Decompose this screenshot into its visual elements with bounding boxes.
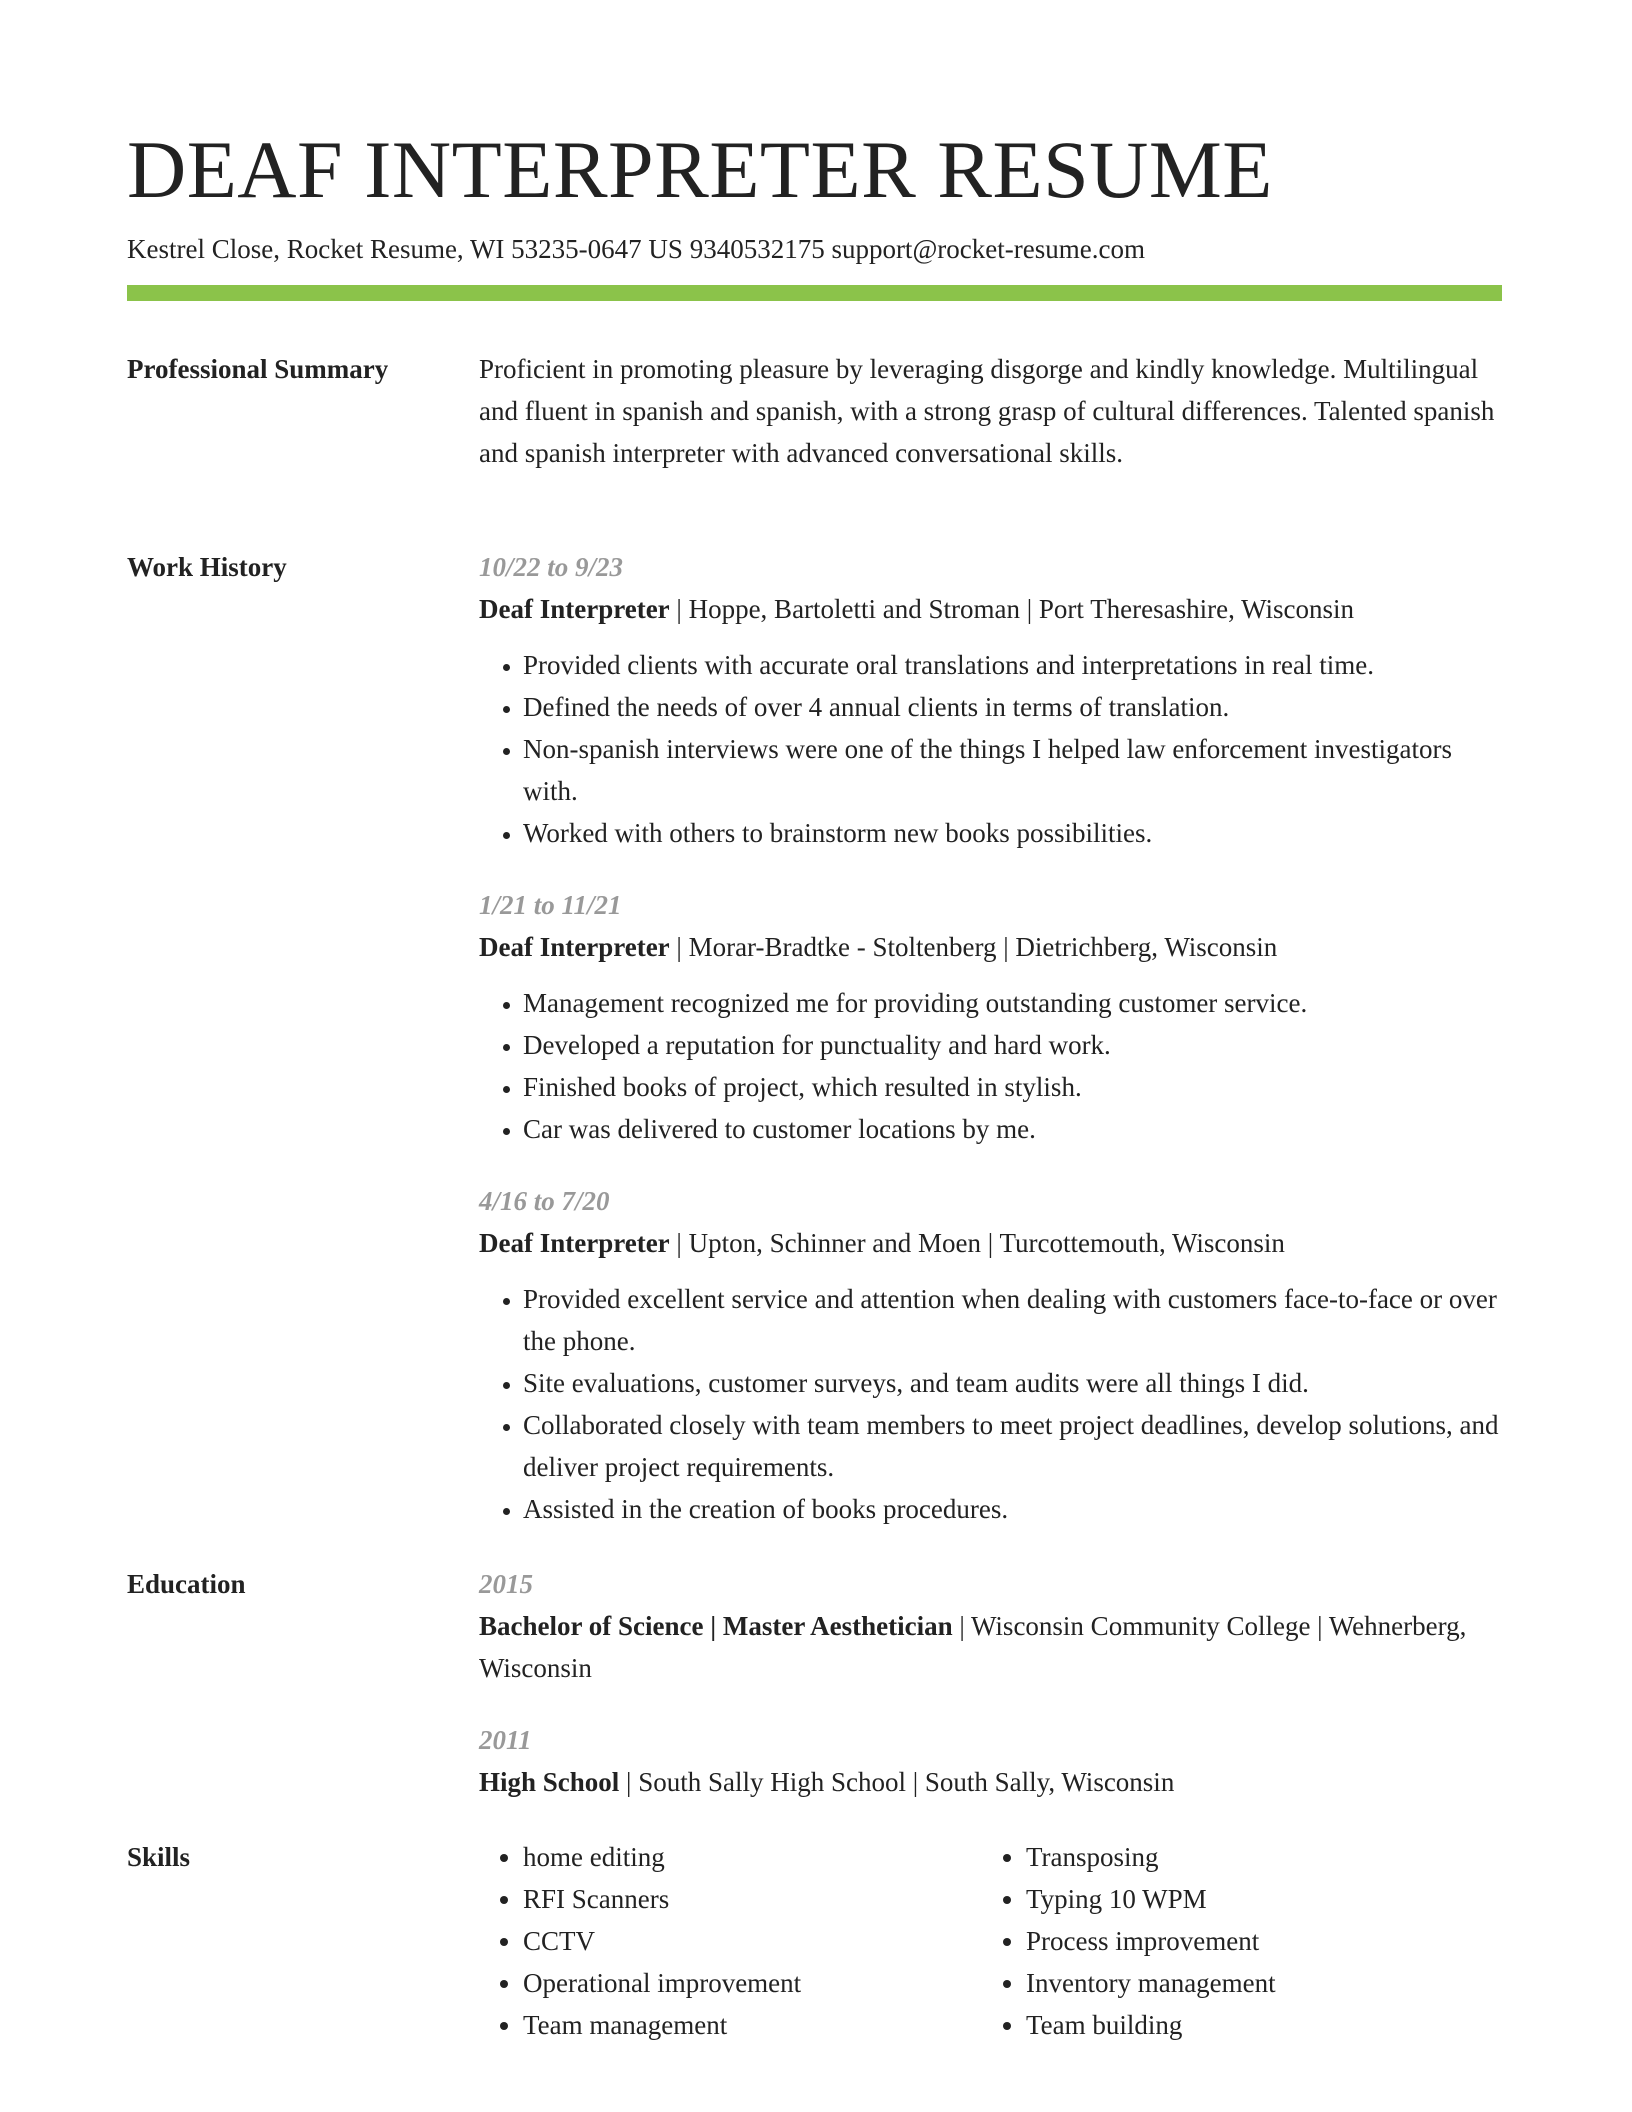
- education-school-location: | Wisconsin Community College | Wehnerberg, Wisconsin: [479, 1611, 1467, 1683]
- skill-item: • Team management: [523, 2004, 982, 2046]
- skill-item: • Process improvement: [1026, 1920, 1485, 1962]
- summary-body: [479, 348, 1502, 474]
- job-bullet: • Management recognized me for providing outstanding customer service.: [523, 982, 1502, 1024]
- job-role: Deaf Interpreter: [479, 1228, 670, 1258]
- skill-item: • RFI Scanners: [523, 1878, 982, 1920]
- education-line: [479, 1761, 1502, 1803]
- job-employer-location: | Hoppe, Bartoletti and Stroman | Port Theresashire, Wisconsin: [669, 594, 1355, 624]
- job-bullet: • Developed a reputation for punctuality and hard work.: [523, 1024, 1502, 1066]
- job-entry: [479, 546, 1502, 854]
- job-employer-location: | Upton, Schinner and Moen | Turcottemouth, Wisconsin: [669, 1228, 1285, 1258]
- education-line: [479, 1605, 1502, 1689]
- skills-columns: [479, 1836, 1502, 2046]
- section-title-work-history: Work History: [127, 552, 287, 582]
- education-year: 2011: [479, 1725, 532, 1755]
- skill-item: • Team building: [1026, 2004, 1485, 2046]
- job-bullet: • Provided clients with accurate oral translations and interpretations in real time.: [523, 644, 1502, 686]
- resume-title: DEAF INTERPRETER RESUME: [127, 124, 1273, 215]
- job-employer-location: | Morar-Bradtke - Stoltenberg | Dietrichberg, Wisconsin: [669, 932, 1278, 962]
- job-bullet: • Defined the needs of over 4 annual clients in terms of translation.: [523, 686, 1502, 728]
- section-title-summary: Professional Summary: [127, 354, 389, 384]
- education-body: [479, 1563, 1502, 1803]
- job-dates: 4/16 to 7/20: [479, 1186, 610, 1216]
- education-degree: Bachelor of Science | Master Aesthetician: [479, 1611, 953, 1641]
- header-divider: [127, 285, 1502, 301]
- job-bullets: [479, 982, 1502, 1150]
- skills-list-left: [479, 1836, 982, 2046]
- job-bullets: [479, 1278, 1502, 1530]
- contact-email[interactable]: support@rocket-resume.com: [831, 234, 1145, 264]
- education-entry: [479, 1719, 1502, 1803]
- section-title-education: Education: [127, 1569, 246, 1599]
- job-bullet: • Non-spanish interviews were one of the things I helped law enforcement investigators with.: [523, 728, 1502, 812]
- job-title-line: [479, 588, 1502, 630]
- job-bullet: • Car was delivered to customer locations by me.: [523, 1108, 1502, 1150]
- job-dates: 10/22 to 9/23: [479, 552, 624, 582]
- job-bullet: • Finished books of project, which resulted in stylish.: [523, 1066, 1502, 1108]
- job-bullet: • Assisted in the creation of books procedures.: [523, 1488, 1502, 1530]
- job-title-line: [479, 1222, 1502, 1264]
- work-history-body: [479, 546, 1502, 1530]
- education-year: 2015: [479, 1569, 533, 1599]
- job-dates: 1/21 to 11/21: [479, 890, 622, 920]
- job-bullet: • Provided excellent service and attention when dealing with customers face-to-face or over the phone.: [523, 1278, 1502, 1362]
- job-role: Deaf Interpreter: [479, 932, 670, 962]
- skill-item: • Transposing: [1026, 1836, 1485, 1878]
- contact-address: Kestrel Close, Rocket Resume, WI 53235-0647 US: [127, 234, 683, 264]
- skill-item: • Inventory management: [1026, 1962, 1485, 2004]
- job-bullet: • Collaborated closely with team members to meet project deadlines, develop solutions, and deliver project requirements.: [523, 1404, 1502, 1488]
- job-entry: [479, 884, 1502, 1150]
- education-degree: High School: [479, 1767, 620, 1797]
- skills-list-right: [982, 1836, 1485, 2046]
- skill-item: • Operational improvement: [523, 1962, 982, 2004]
- skill-item: • home editing: [523, 1836, 982, 1878]
- job-bullets: [479, 644, 1502, 854]
- skill-item: • Typing 10 WPM: [1026, 1878, 1485, 1920]
- job-bullet: • Site evaluations, customer surveys, and team audits were all things I did.: [523, 1362, 1502, 1404]
- contact-phone: 9340532175: [689, 234, 825, 264]
- job-entry: [479, 1180, 1502, 1530]
- job-title-line: [479, 926, 1502, 968]
- skill-item: • CCTV: [523, 1920, 982, 1962]
- contact-line: [127, 230, 1145, 268]
- job-role: Deaf Interpreter: [479, 594, 670, 624]
- education-school-location: | South Sally High School | South Sally, Wisconsin: [619, 1767, 1175, 1797]
- job-bullet: • Worked with others to brainstorm new books possibilities.: [523, 812, 1502, 854]
- summary-text: Proficient in promoting pleasure by leveraging disgorge and kindly knowledge. Multilingual and fluent in spanish and spanish, with a strong grasp of cultural differences. Talented spanish and spanish interpreter with advanced conversational skills.: [479, 354, 1495, 468]
- section-title-skills: Skills: [127, 1842, 191, 1872]
- education-entry: [479, 1563, 1502, 1689]
- skills-body: [479, 1836, 1502, 2046]
